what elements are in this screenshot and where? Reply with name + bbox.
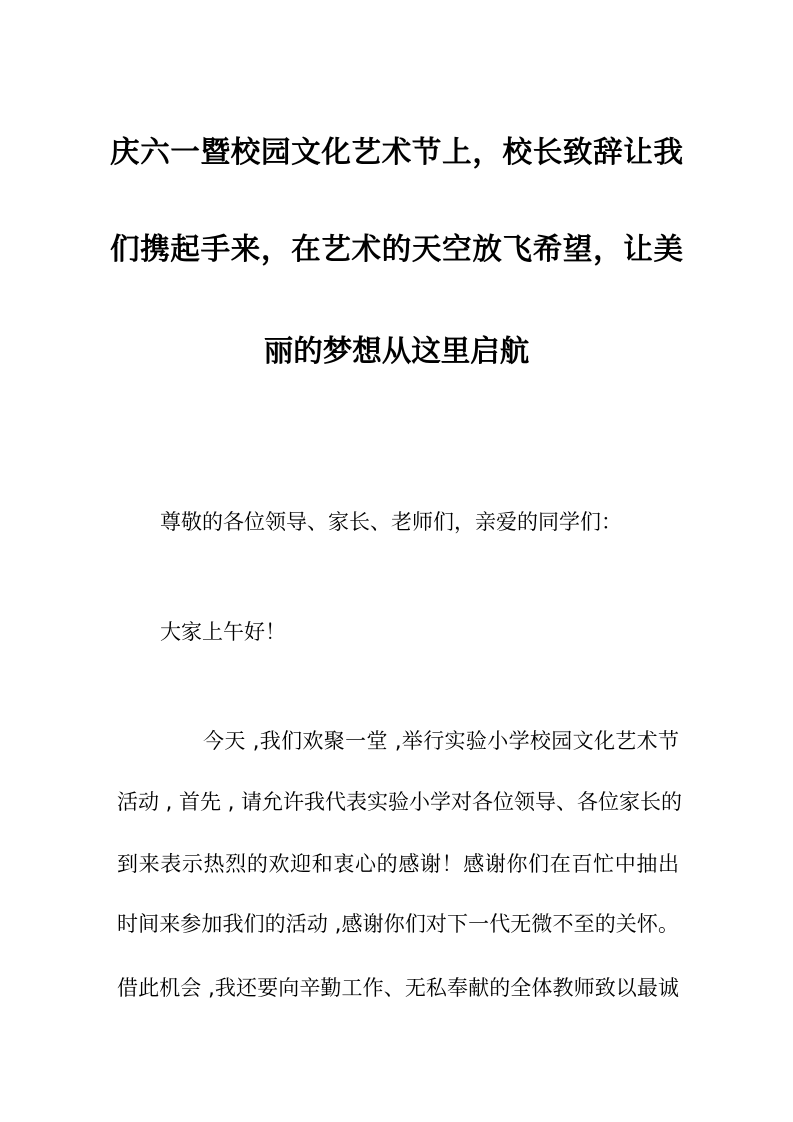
paragraph-line-3: 到来表示热烈的欢迎和衷心的感谢！感谢你们在百忙中抽出 bbox=[117, 852, 679, 876]
document-title-line-2: 们携起手来，在艺术的天空放飞希望，让美 bbox=[110, 232, 683, 266]
greeting-text: 大家上午好！ bbox=[160, 620, 286, 644]
document-title-line-3: 丽的梦想从这里启航 bbox=[263, 334, 530, 368]
paragraph-line-5: 借此机会 ,我还要向辛勤工作、无私奉献的全体教师致以最诚 bbox=[117, 976, 679, 1000]
paragraph-line-2: 活动 , 首先 , 请允许我代表实验小学对各位领导、各位家长的 bbox=[117, 790, 683, 814]
paragraph-line-1: 今天 ,我们欢聚一堂 ,举行实验小学校园文化艺术节 bbox=[203, 729, 679, 753]
salutation-text: 尊敬的各位领导、家长、老师们，亲爱的同学们： bbox=[160, 510, 622, 534]
paragraph-line-4: 时间来参加我们的活动 ,感谢你们对下一代无微不至的关怀。 bbox=[117, 912, 679, 936]
document-title-line-1: 庆六一暨校园文化艺术节上，校长致辞让我 bbox=[110, 135, 683, 169]
